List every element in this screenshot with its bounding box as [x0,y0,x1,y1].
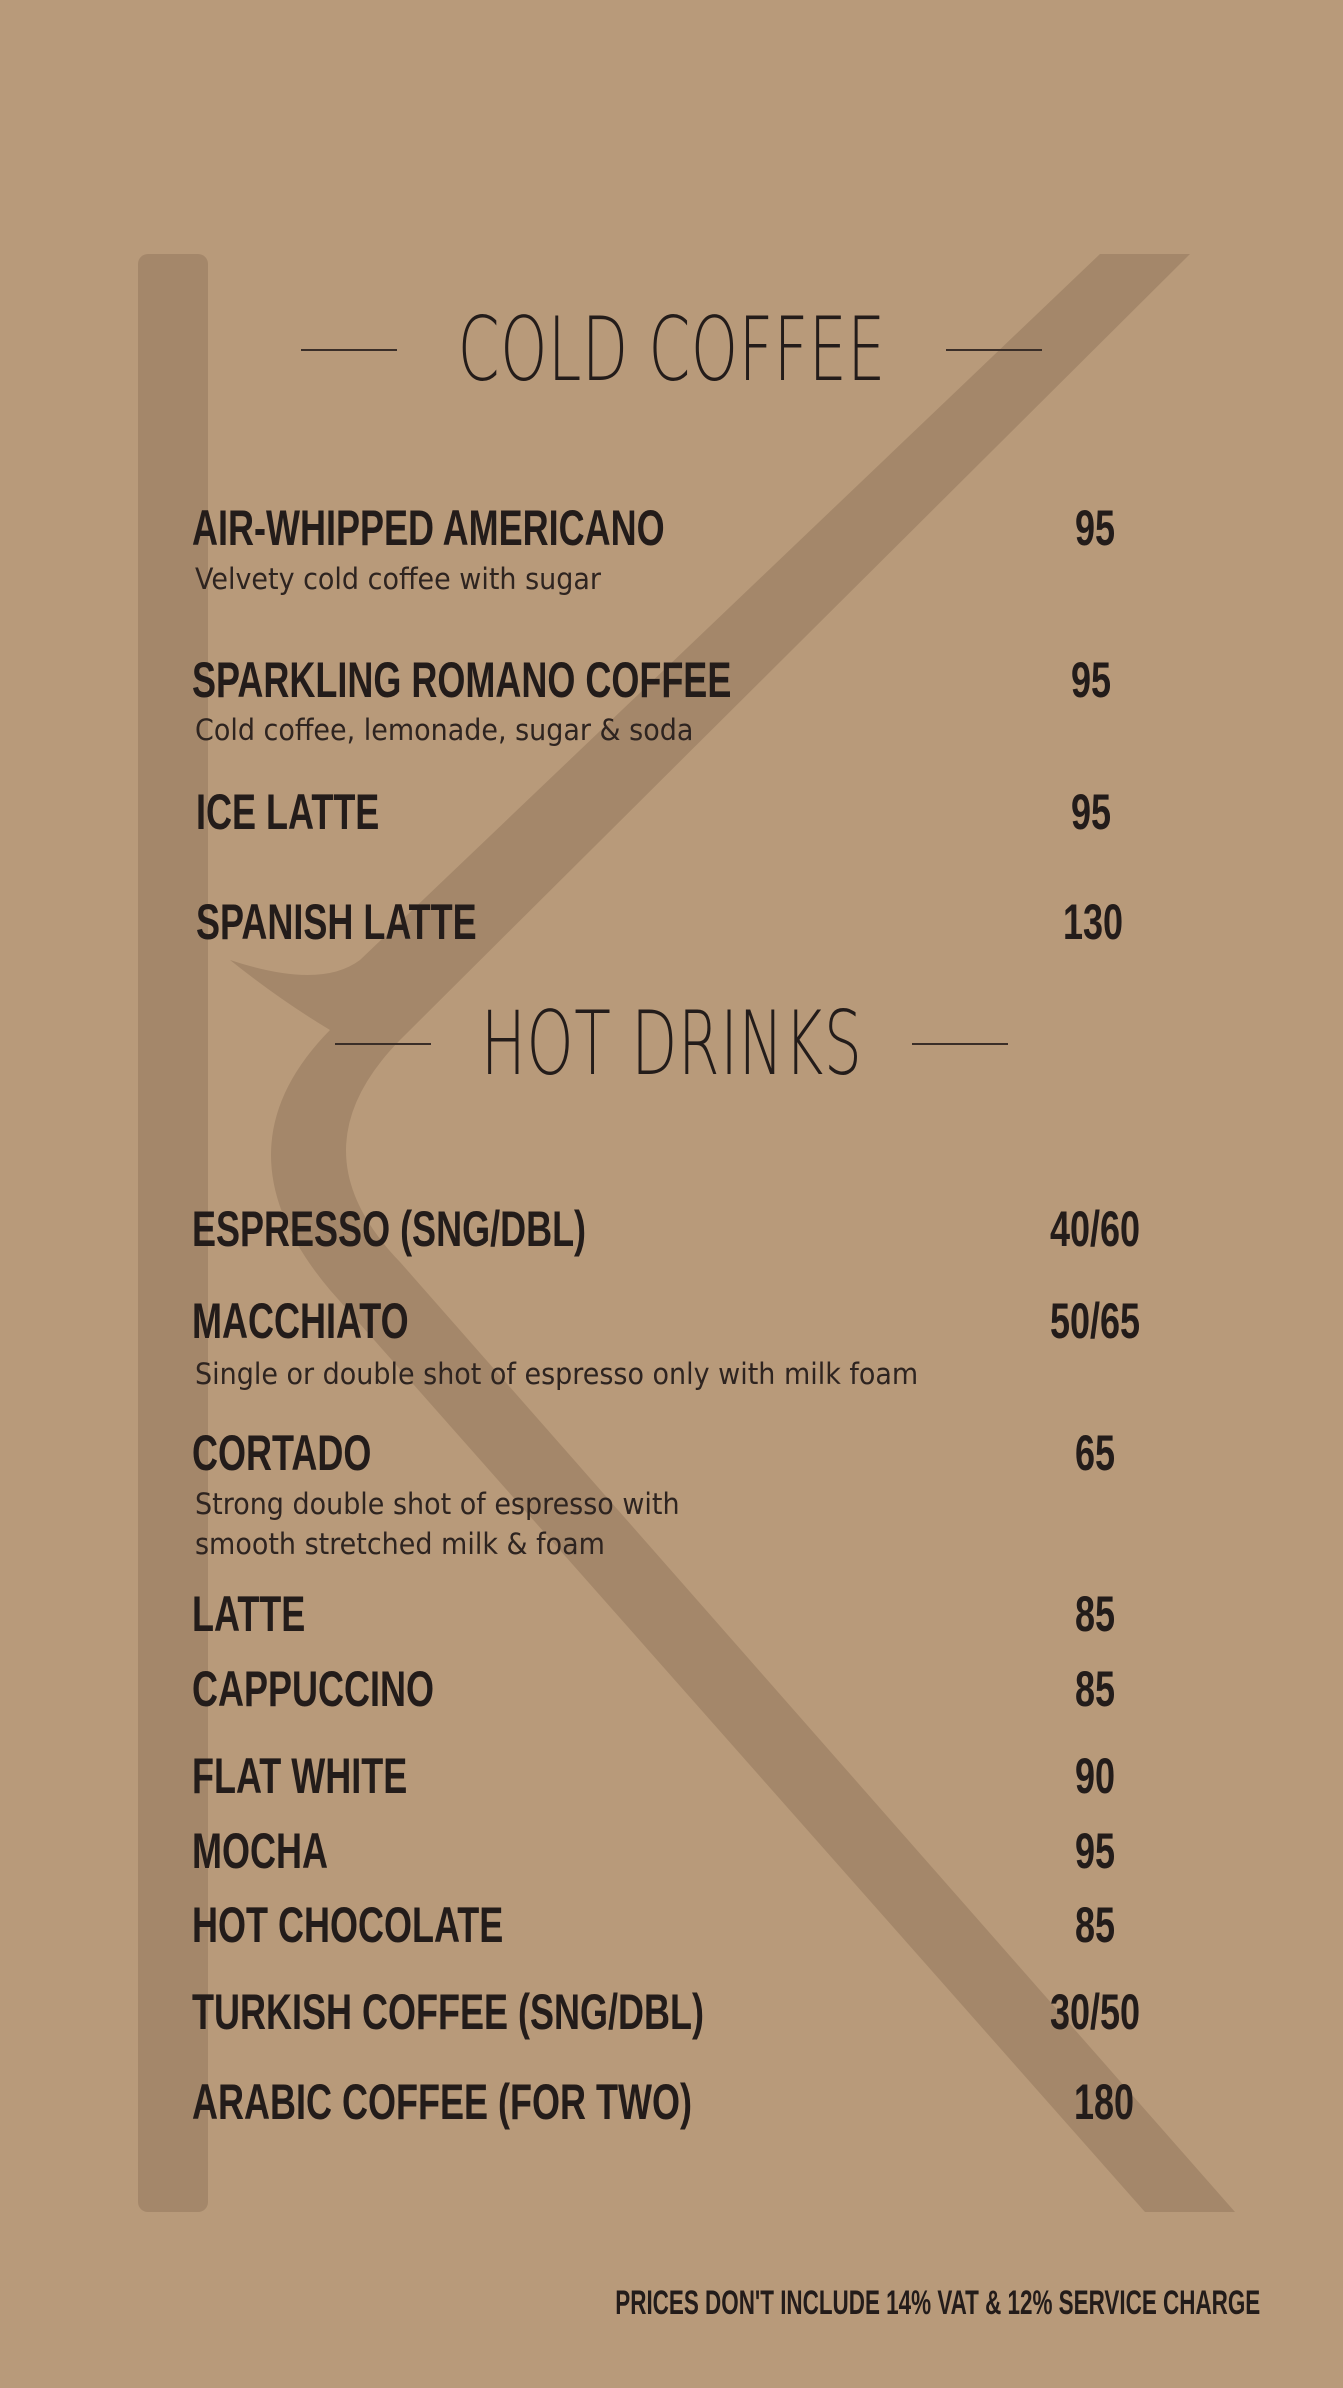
item-price: 95 [1074,500,1116,556]
item-price: 40/60 [1049,1201,1141,1257]
item-name: ESPRESSO (SNG/DBL) [192,1201,587,1257]
item-name: MOCHA [192,1823,328,1879]
heading-rule-right [946,349,1042,351]
hot-drinks-title: HOT DRINKS [480,992,863,1095]
item-price: 180 [1073,2074,1135,2130]
item-price: 130 [1062,894,1124,950]
cold-coffee-heading [0,298,1343,401]
item-price: 85 [1074,1897,1116,1953]
item-description: Cold coffee, lemonade, sugar & soda [195,713,694,747]
item-name: CORTADO [192,1425,372,1481]
item-name: FLAT WHITE [192,1748,408,1804]
item-price: 65 [1074,1425,1116,1481]
item-name: ICE LATTE [196,784,380,840]
item-name: ARABIC COFFEE (FOR TWO) [192,2074,692,2130]
heading-rule-left [335,1043,431,1045]
item-name: TURKISH COFFEE (SNG/DBL) [192,1984,704,2040]
item-price: 50/65 [1049,1293,1141,1349]
cold-coffee-title: COLD COFFEE [457,298,886,401]
item-description: Strong double shot of espresso with smooth stretched milk & foam [195,1487,680,1561]
item-name: LATTE [192,1586,306,1642]
item-name: SPANISH LATTE [196,894,477,950]
item-name: CAPPUCCINO [192,1661,435,1717]
item-description: Single or double shot of espresso only with milk foam [195,1357,919,1391]
heading-rule-right [912,1043,1008,1045]
item-price: 85 [1074,1586,1116,1642]
item-price: 95 [1070,784,1112,840]
item-price: 95 [1074,1823,1116,1879]
item-name: HOT CHOCOLATE [192,1897,504,1953]
item-price: 90 [1074,1748,1116,1804]
item-price: 95 [1070,652,1112,708]
item-price: 85 [1074,1661,1116,1717]
item-name: MACCHIATO [192,1293,409,1349]
hot-drinks-heading [0,992,1343,1095]
item-description: Velvety cold coffee with sugar [195,562,601,596]
item-name: AIR-WHIPPED AMERICANO [192,500,665,556]
heading-rule-left [301,349,397,351]
footer-note: PRICES DON'T INCLUDE 14% VAT & 12% SERVICE CHARGE [614,2284,1260,2322]
item-price: 30/50 [1049,1984,1141,2040]
item-name: SPARKLING ROMANO COFFEE [192,652,732,708]
